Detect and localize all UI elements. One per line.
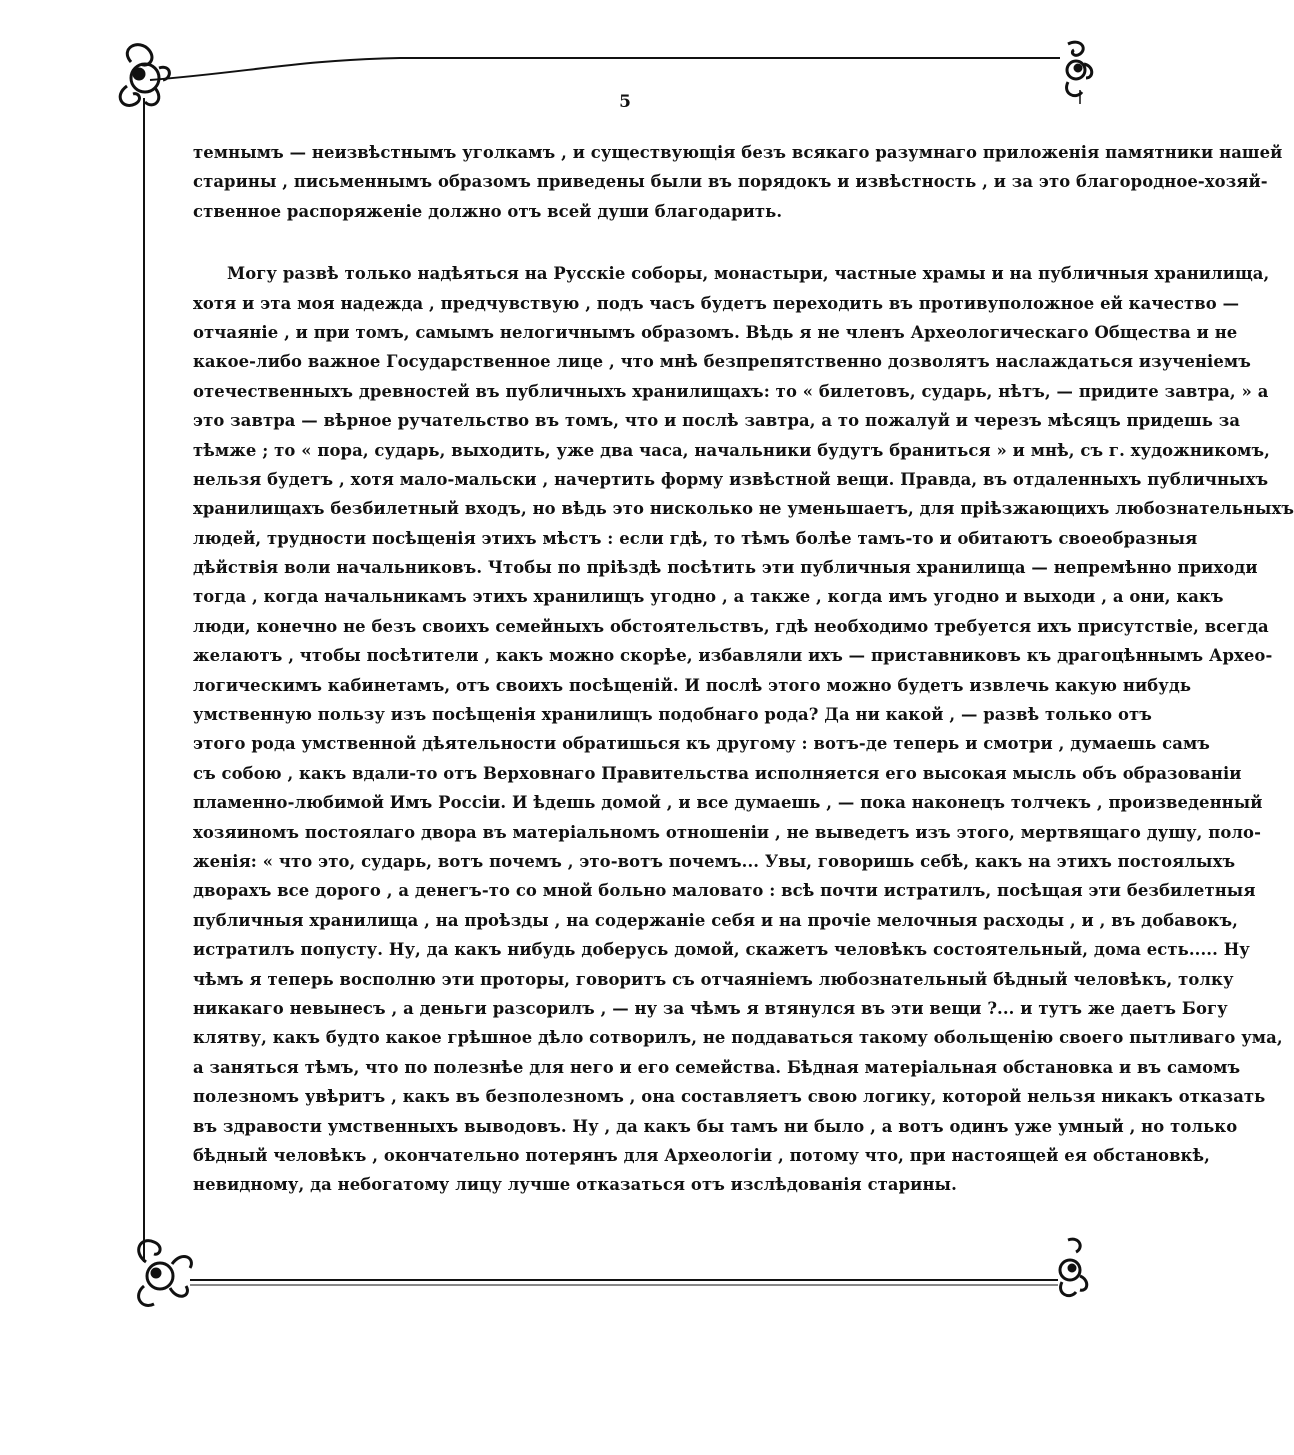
text-line: людей, трудности посѣщенія этихъ мѣстъ : если гдѣ, то тѣмъ болѣе тамъ-то и обитаютъ своеобразныя [193, 528, 1198, 548]
text-line: а заняться тѣмъ, что по полезнѣе для него и его семейства. Бѣдная матеріальная обстановка и въ самомъ [193, 1057, 1241, 1077]
text-line: хотя и эта моя надежда , предчувствую , подъ часъ будетъ переходить въ противуположное ей качество — [193, 293, 1240, 313]
text-line: съ собою , какъ вдали-то отъ Верховнаго Правительства исполняется его высокая мысль объ образованіи [193, 763, 1242, 783]
text-line: бѣдный человѣкъ , окончательно потерянъ для Археологіи , потому что, при настоящей ея обстановкѣ, [193, 1145, 1210, 1165]
text-line: этого рода умственной дѣятельности обратишься къ другому : вотъ-де теперь и смотри , думаешь самъ [193, 734, 1210, 754]
page-number: 5 [619, 92, 631, 112]
text-line: какое-либо важное Государственное лице , что мнѣ безпрепятственно дозволятъ наслаждаться изученіемъ [193, 352, 1251, 372]
text-line: въ здравости умственныхъ выводовъ. Ну , да какъ бы тамъ ни было , а вотъ одинъ уже умный , но только [193, 1116, 1238, 1136]
text-line: люди, конечно не безъ своихъ семейныхъ обстоятельствъ, гдѣ необходимо требуется ихъ присутствіе, всегда [193, 616, 1269, 636]
text-line: дѣйствія воли начальниковъ. Чтобы по пріѣздѣ посѣтить эти публичныя хранилища — непремѣнно приходи [193, 558, 1258, 578]
text-line: логическимъ кабинетамъ, отъ своихъ посѣщеній. И послѣ этого можно будетъ извлечь какую нибудь [193, 675, 1192, 695]
text-line: истратилъ попусту. Ну, да какъ нибудь доберусь домой, скажетъ человѣкъ состоятельный, дома есть..... Ну [193, 940, 1250, 960]
text-line: тѣмже ; то « пора, сударь, выходить, уже два часа, начальники будутъ браниться » и мнѣ, съ г. художникомъ, [193, 440, 1270, 460]
text-line: чѣмъ я теперь восполню эти проторы, говоритъ съ отчаяніемъ любознательный бѣдный человѣкъ, толку [193, 969, 1234, 989]
text-line: хозяиномъ постоялаго двора въ матеріальномъ отношеніи , не выведетъ изъ этого, мертвящаго душу, поло- [193, 822, 1261, 842]
top-frame-rule [150, 58, 1060, 80]
text-line: ственное распоряженіе должно отъ всей души благодарить. [193, 201, 783, 221]
text-line: Могу развѣ только надѣяться на Русскіе соборы, монастыри, частные храмы и на публичныя хранилища, [227, 264, 1270, 284]
text-line: женія: « что это, сударь, вотъ почемъ , это-вотъ почемъ... Увы, говоришь себѣ, какъ на этихъ постоялыхъ [193, 851, 1236, 871]
text-line: хранилищахъ безбилетный входъ, но вѣдь это нисколько не уменьшаетъ, для пріѣзжающихъ любознательныхъ [193, 499, 1294, 519]
scroll-ornament-top-left [120, 45, 169, 106]
text-line: отечественныхъ древностей въ публичныхъ хранилищахъ: то « билетовъ, сударь, нѣтъ, — придите завтра, » а [193, 381, 1269, 401]
text-line: тогда , когда начальникамъ этихъ хранилищъ угодно , а также , когда имъ угодно и выходи , а они, какъ [193, 587, 1224, 607]
text-line: полезномъ увѣритъ , какъ въ безполезномъ , она составляетъ свою логику, которой нельзя никакъ отказать [193, 1087, 1266, 1107]
text-line: никакаго невынесъ , а деньги разсорилъ , — ну за чѣмъ я втянулся въ эти вещи ?... и тутъ же даетъ Богу [193, 998, 1228, 1018]
paragraph-gap [193, 226, 1055, 259]
scroll-ornament-bottom-right [1060, 1239, 1087, 1295]
text-line: нельзя будетъ , хотя мало-мальски , начертить форму извѣстной вещи. Правда, въ отдаленныхъ публичныхъ [193, 469, 1269, 489]
text-line: старины , письменнымъ образомъ приведены были въ порядокъ и извѣстность , и за это благородное-хозяй- [193, 172, 1268, 192]
text-line: невидному, да небогатому лицу лучше отказаться отъ изслѣдованія старины. [193, 1175, 957, 1195]
body-text [193, 138, 1294, 1200]
text-line: клятву, какъ будто какое грѣшное дѣло сотворилъ, не поддаваться такому обольщенію своего пытливаго ума, [193, 1028, 1283, 1048]
scroll-ornament-bottom-left [139, 1241, 192, 1306]
scroll-ornament-top-right [1067, 42, 1092, 95]
text-line: это завтра — вѣрное ручательство въ томъ, что и послѣ завтра, а то пожалуй и черезъ мѣсяцъ придешь за [193, 411, 1241, 431]
text-line: дворахъ все дорого , а денегъ-то со мной больно маловато : всѣ почти истратилъ, посѣщая эти безбилетныя [193, 881, 1256, 901]
text-line: желаютъ , чтобы посѣтители , какъ можно скорѣе, избавляли ихъ — приставниковъ къ драгоцѣннымъ Архео- [193, 646, 1273, 666]
text-line: отчаяніе , и при томъ, самымъ нелогичнымъ образомъ. Вѣдь я не членъ Археологическаго Общества и не [193, 322, 1238, 342]
text-line: публичныя хранилища , на проѣзды , на содержаніе себя и на прочіе мелочныя расходы , и , въ добавокъ, [193, 910, 1238, 930]
text-line: пламенно-любимой Имъ Россіи. И ѣдешь домой , и все думаешь , — пока наконецъ толчекъ , произведенный [193, 793, 1263, 813]
text-line: темнымъ — неизвѣстнымъ уголкамъ , и существующія безъ всякаго разумнаго приложенія памятники нашей [193, 143, 1283, 162]
text-line: умственную пользу изъ посѣщенія хранилищъ подобнаго рода? Да ни какой , — развѣ только отъ [193, 705, 1152, 725]
